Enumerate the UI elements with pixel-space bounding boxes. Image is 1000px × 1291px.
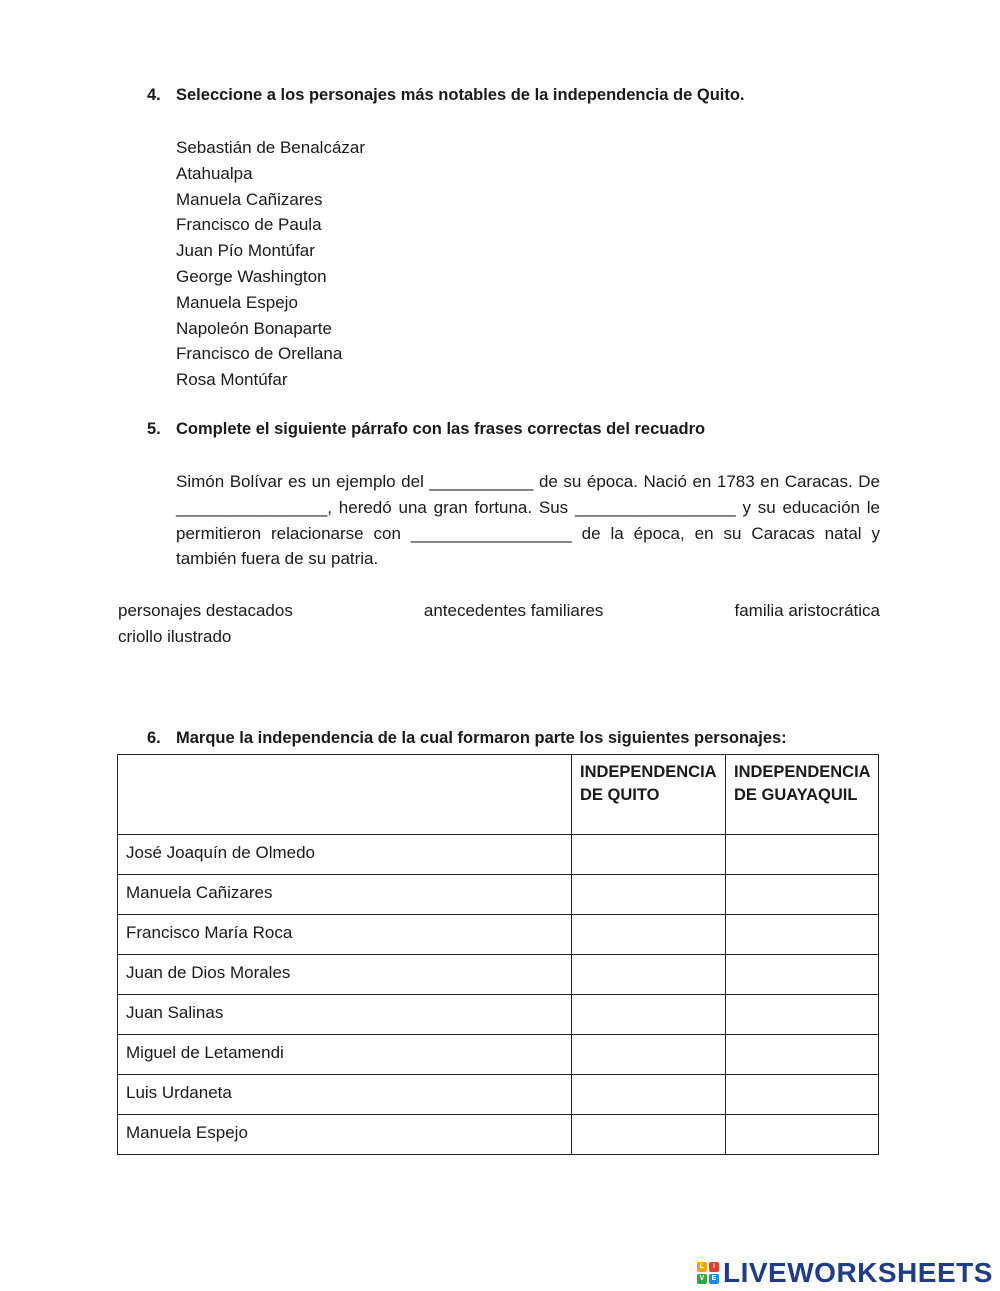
quito-cell[interactable] [572,835,726,875]
quito-cell[interactable] [572,1075,726,1115]
table-row [118,955,879,995]
list-item[interactable]: Manuela Cañizares [176,189,323,209]
logo-mark-icon [697,1262,719,1284]
question-6-number: 6. [147,729,161,747]
table-row [118,995,879,1035]
guayaquil-cell[interactable] [725,1035,878,1075]
character-name: Juan Salinas [118,995,572,1035]
logo-mark-tile: E [709,1274,719,1284]
table-row [118,875,879,915]
list-item[interactable]: Francisco de Orellana [176,344,343,364]
character-name: Miguel de Letamendi [118,1035,572,1075]
paragraph-text: de la época, en su Caracas natal y también fuera de su patria. [176,523,881,569]
independence-table [117,754,879,1155]
quito-cell[interactable] [572,995,726,1035]
list-item[interactable]: George Washington [176,266,327,286]
question-4-text: Seleccione a los personajes más notables de la independencia de Quito. [176,86,745,104]
character-list [176,135,365,393]
question-5-text: Complete el siguiente párrafo con las frases correctas del recuadro [176,420,706,438]
question-4-number: 4. [147,86,161,104]
table-row [118,835,879,875]
quito-cell[interactable] [572,915,726,955]
question-4-title [147,86,745,105]
header-quito: INDEPENDENCIA DE QUITO [572,755,726,835]
guayaquil-cell[interactable] [725,995,878,1035]
guayaquil-cell[interactable] [725,1075,878,1115]
table-row [118,915,879,955]
list-item[interactable]: Rosa Montúfar [176,370,288,390]
question-5-title [147,420,705,439]
option-item[interactable]: antecedentes familiares [423,601,604,620]
logo-mark-tile: V [697,1274,707,1284]
guayaquil-cell[interactable] [725,1115,878,1155]
guayaquil-cell[interactable] [725,835,878,875]
header-empty-cell [118,755,572,835]
header-guayaquil: INDEPENDENCIA DE GUAYAQUIL [725,755,878,835]
quito-cell[interactable] [572,875,726,915]
character-name: Luis Urdaneta [118,1075,572,1115]
logo-mark-tile: L [697,1262,707,1272]
question-5-number: 5. [147,420,161,438]
quito-cell[interactable] [572,1035,726,1075]
question-6-text: Marque la independencia de la cual formaron parte los siguientes personajes: [176,729,787,747]
guayaquil-cell[interactable] [725,875,878,915]
blank-3[interactable]: _________________ [574,497,736,517]
table-row [118,1115,879,1155]
list-item[interactable]: Atahualpa [176,163,253,183]
character-name: Manuela Espejo [118,1115,572,1155]
blank-2[interactable]: ________________ [176,497,328,517]
guayaquil-cell[interactable] [725,915,878,955]
question-6-title [147,729,787,748]
table-row [118,1075,879,1115]
logo-mark-tile: I [709,1262,719,1272]
list-item[interactable]: Sebastián de Benalcázar [176,138,366,157]
table-header-row [118,755,879,835]
logo-text: LIVEWORKSHEETS [723,1257,993,1288]
option-item[interactable]: familia aristocrática [734,601,880,620]
quito-cell[interactable] [572,955,726,995]
answer-options [118,598,880,650]
blank-1[interactable]: ___________ [429,472,534,491]
liveworksheets-logo [697,1257,993,1289]
character-name: Francisco María Roca [118,915,572,955]
list-item[interactable]: Francisco de Paula [176,215,322,235]
paragraph-text: y su educación le permitieron relacionarse con [176,497,880,543]
character-name: José Joaquín de Olmedo [118,835,572,875]
list-item[interactable]: Juan Pío Montúfar [176,241,315,261]
paragraph-text: , heredó una gran fortuna. Sus [327,497,575,517]
fill-in-paragraph [176,469,880,572]
character-name: Juan de Dios Morales [118,955,572,995]
quito-cell[interactable] [572,1115,726,1155]
blank-4[interactable]: _________________ [410,523,572,543]
table-row [118,1035,879,1075]
paragraph-text: de su época. Nació en 1783 en Caracas. De [533,472,880,491]
option-item[interactable]: personajes destacados [118,601,293,620]
list-item[interactable]: Napoleón Bonaparte [176,318,332,338]
character-name: Manuela Cañizares [118,875,572,915]
paragraph-text: Simón Bolívar es un ejemplo del [176,472,430,491]
list-item[interactable]: Manuela Espejo [176,292,298,312]
option-item[interactable]: criollo ilustrado [118,627,232,646]
guayaquil-cell[interactable] [725,955,878,995]
